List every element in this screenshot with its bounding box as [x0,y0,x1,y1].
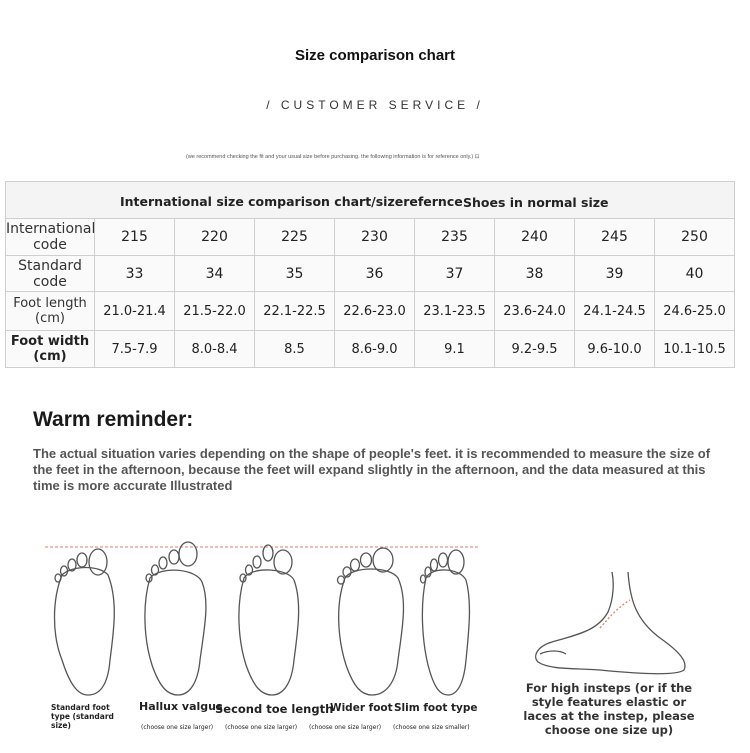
standard-foot-icon [55,549,115,695]
size-advice-larger: (choose one size larger) [141,724,214,731]
table-row [6,219,735,256]
table-cell: 37 [415,256,495,292]
table-row [6,331,735,368]
customer-service-heading: / CUSTOMER SERVICE / [266,98,484,112]
table-cell: 245 [575,219,655,256]
table-cell: 38 [495,256,575,292]
standard-foot-caption: Standard foot type (standard size) [51,703,114,730]
table-cell: 225 [255,219,335,256]
table-cell: 8.5 [255,331,335,368]
hallux-valgus-foot-icon [145,542,206,695]
reference-note: (we recommend checking the fit and your usual size before purchasing. the following information is for reference only.) ⊡ [186,154,480,160]
row-label-standard-code: Standard code [6,256,95,292]
row-label-foot-width: Foot width (cm) [6,331,95,368]
high-instep-foot-icon [536,572,685,674]
table-header-subtitle: Shoes in normal size [463,195,609,210]
table-cell: 22.6-23.0 [335,292,415,331]
page-title: Size comparison chart [294,47,456,64]
table-cell: 9.6-10.0 [575,331,655,368]
slim-foot-caption: Slim foot type [394,702,478,714]
table-row [6,256,735,292]
table-cell: 33 [95,256,175,292]
table-cell: 36 [335,256,415,292]
table-cell: 22.1-22.5 [255,292,335,331]
table-cell: 21.5-22.0 [175,292,255,331]
size-advice-larger: (choose one size larger) [309,724,382,731]
table-header-row [6,182,735,219]
table-cell: 220 [175,219,255,256]
table-cell: 9.2-9.5 [495,331,575,368]
table-cell: 24.6-25.0 [655,292,735,331]
table-header-title: International size comparison chart/sizerefernce [120,194,463,209]
table-cell: 23.6-24.0 [495,292,575,331]
size-advice-larger: (choose one size larger) [225,724,298,731]
table-cell: 23.1-23.5 [415,292,495,331]
table-cell: 215 [95,219,175,256]
hallux-valgus-caption: Hallux valgus [139,700,223,713]
table-cell: 8.0-8.4 [175,331,255,368]
table-cell: 7.5-7.9 [95,331,175,368]
table-cell: 235 [415,219,495,256]
high-instep-caption: For high insteps (or if the style features elastic or laces at the instep, please choose one size up) [523,681,695,737]
row-label-international-code: International code [6,219,95,256]
table-cell: 10.1-10.5 [655,331,735,368]
table-cell: 39 [575,256,655,292]
second-toe-foot-icon [239,545,299,695]
wider-foot-caption: Wider foot [330,702,393,714]
warm-reminder-title: Warm reminder: [33,408,194,431]
table-cell: 21.0-21.4 [95,292,175,331]
table-cell: 250 [655,219,735,256]
table-cell: 240 [495,219,575,256]
table-row [6,292,735,331]
table-cell: 230 [335,219,415,256]
size-table [5,181,735,368]
slim-foot-icon [421,550,470,695]
table-cell: 9.1 [415,331,495,368]
table-cell: 24.1-24.5 [575,292,655,331]
size-advice-smaller: (choose one size smaller) [393,724,470,731]
table-cell: 40 [655,256,735,292]
warm-reminder-body: The actual situation varies depending on the shape of people's feet. it is recommended to measure the size of the feet in the afternoon, because the feet will expand slightly in the afternoon, and the data measured at this time is more accurate Illustrated [33,446,711,493]
table-cell: 34 [175,256,255,292]
row-label-foot-length: Foot length (cm) [6,292,95,331]
table-cell: 8.6-9.0 [335,331,415,368]
second-toe-caption: Second toe length [215,702,334,716]
wider-foot-icon [338,548,404,695]
table-cell: 35 [255,256,335,292]
